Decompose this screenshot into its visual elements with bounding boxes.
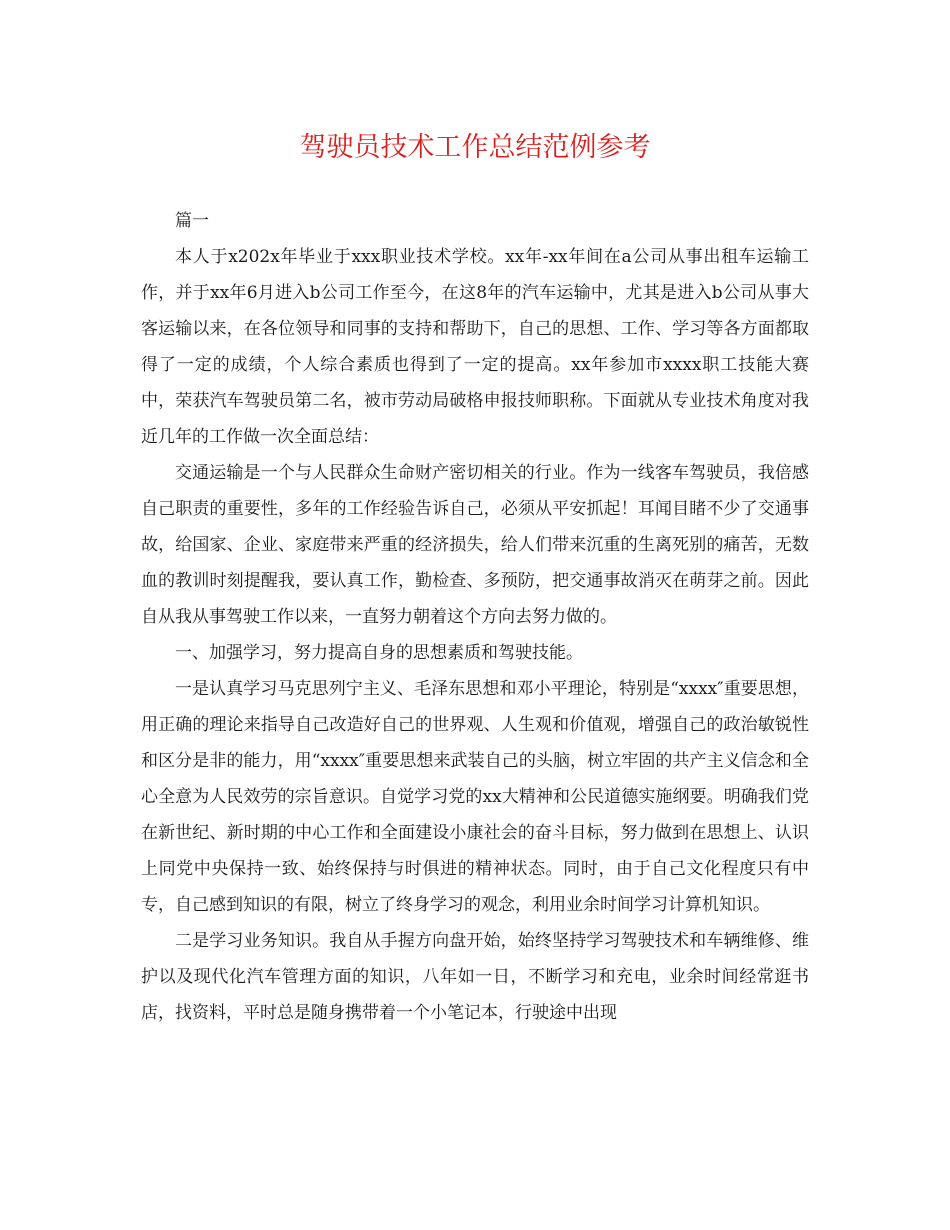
document-title: 驾驶员技术工作总结范例参考 (299, 132, 651, 163)
section-label: 篇一 (175, 211, 209, 231)
document-body (141, 203, 809, 1031)
paragraph-2: 交通运输是一个与人民群众生命财产密切相关的行业。作为一线客车驾驶员，我倍感自己职责的重要性，多年的工作经验告诉自己，必须从平安抓起！耳闻目睹不少了交通事故，给国家、企业、家庭带来严重的经济损失，给人们带来沉重的生离死别的痛苦，无数血的教训时刻提醒我，要认真工作，勤检查、多预防，把交通事故消灭在萌芽之前。因此自从我从事驾驶工作以来，一直努力朝着这个方向去努力做的。 (141, 463, 809, 627)
paragraph-5: 二是学习业务知识。我自从手握方向盘开始，始终坚持学习驾驶技术和车辆维修、维护以及现代化汽车管理方面的知识，八年如一日，不断学习和充电，业余时间经常逛书店，找资料，平时总是随身携带着一个小笔记本，行驶途中出现 (141, 931, 809, 1023)
paragraph-4: 一是认真学习马克思列宁主义、毛泽东思想和邓小平理论，特别是“xxxx″重要思想，用正确的理论来指导自己改造好自己的世界观、人生观和价值观，增强自己的政治敏锐性和区分是非的能力，用“xxxx″重要思想来武装自己的头脑，树立牢固的共产主义信念和全心全意为人民效劳的宗旨意识。自觉学习党的xx大精神和公民道德实施纲要。明确我们党在新世纪、新时期的中心工作和全面建设小康社会的奋斗目标，努力做到在思想上、认识上同党中央保持一致、始终保持与时俱进的精神状态。同时，由于自己文化程度只有中专，自己感到知识的有限，树立了终身学习的观念，利用业余时间学习计算机知识。 (141, 679, 809, 915)
paragraph-3-heading: 一、加强学习，努力提高自身的思想素质和驾驶技能。 (175, 643, 583, 663)
paragraph-1: 本人于x202x年毕业于xxx职业技术学校。xx年-xx年间在a公司从事出租车运输工作，并于xx年6月进入b公司工作至今，在这8年的汽车运输中，尤其是进入b公司从事大客运输以来，在各位领导和同事的支持和帮助下，自己的思想、工作、学习等各方面都取得了一定的成绩，个人综合素质也得到了一定的提高。xx年参加市xxxx职工技能大赛中，荣获汽车驾驶员第二名，被市劳动局破格申报技师职称。下面就从专业技术角度对我近几年的工作做一次全面总结： (141, 247, 809, 447)
